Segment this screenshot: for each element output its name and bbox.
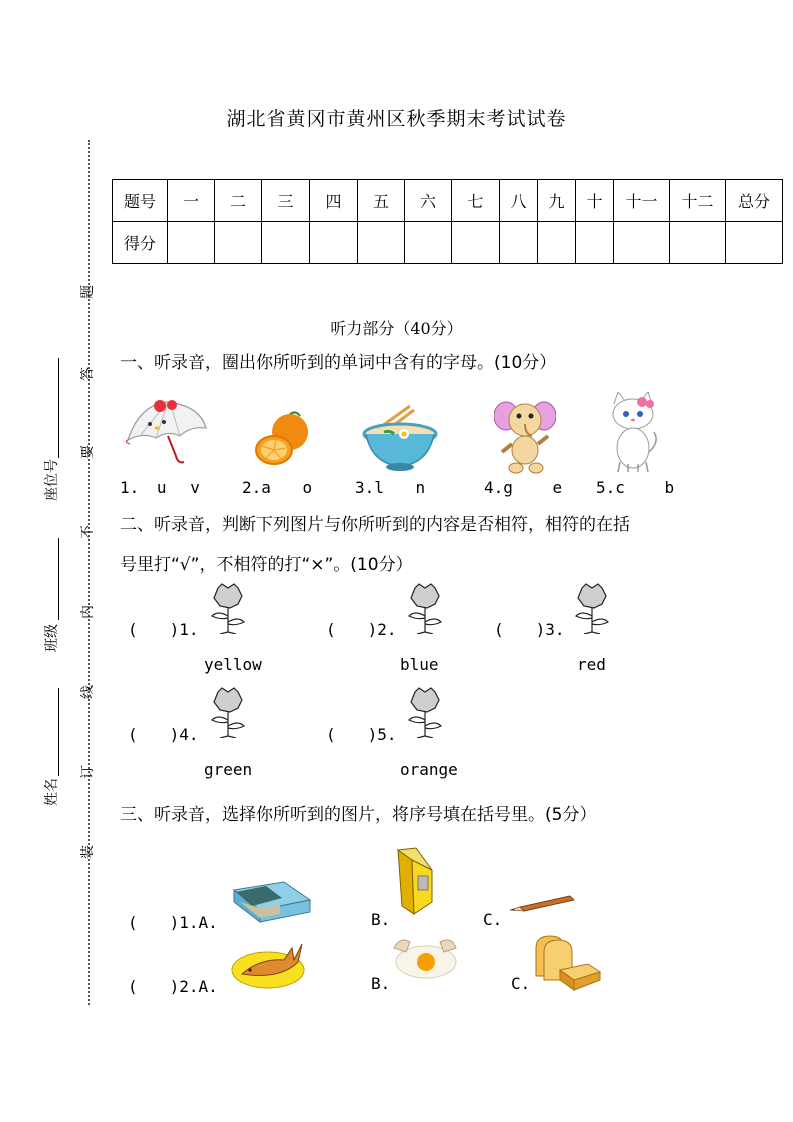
answer-paren[interactable]: ( ) xyxy=(326,620,378,639)
q3-row-1 xyxy=(128,910,218,933)
table-cell: 题号 xyxy=(113,180,168,222)
table-cell: 九 xyxy=(538,180,576,222)
q2-item-number: 2. xyxy=(377,620,397,639)
q2-item-number: 3. xyxy=(545,620,565,639)
answer-paren[interactable]: ( ) xyxy=(128,725,180,744)
class-label: 班级 xyxy=(44,624,60,652)
q1-item-number: 3. xyxy=(355,478,375,497)
q2-color-word: green xyxy=(204,760,253,779)
bread-icon xyxy=(530,932,602,994)
q1-item-number: 5. xyxy=(596,478,616,497)
answer-paren[interactable]: ( ) xyxy=(128,977,180,996)
q1-item-1 xyxy=(120,478,200,497)
margin-char-3: 要 xyxy=(80,445,96,459)
table-cell: 二 xyxy=(215,180,262,222)
table-cell: 六 xyxy=(405,180,452,222)
seat-number-line xyxy=(58,358,59,458)
answer-paren[interactable]: ( ) xyxy=(128,620,180,639)
option-b-label[interactable]: B. xyxy=(371,974,391,993)
q2-color-word: red xyxy=(577,655,606,674)
q1-option-a[interactable]: a xyxy=(261,478,271,497)
score-input-cell[interactable] xyxy=(168,222,215,264)
score-input-cell[interactable] xyxy=(358,222,405,264)
q3-item-number: 1. xyxy=(179,913,199,932)
score-table-score-row xyxy=(113,222,783,264)
page-title: 湖北省黄冈市黄州区秋季期末考试试卷 xyxy=(226,108,567,130)
answer-paren[interactable]: ( ) xyxy=(128,913,180,932)
class-line xyxy=(58,538,59,620)
answer-paren[interactable]: ( ) xyxy=(494,620,546,639)
elephant-icon xyxy=(494,396,556,476)
q2-item-1 xyxy=(128,617,199,640)
q1-option-b[interactable]: n xyxy=(415,478,426,497)
score-input-cell[interactable] xyxy=(500,222,538,264)
pencil-icon xyxy=(508,894,578,912)
flower-icon xyxy=(403,582,447,634)
q2-item-4 xyxy=(128,722,199,745)
q3-item-number: 2. xyxy=(179,977,199,996)
name-line xyxy=(58,688,59,776)
q2-item-3 xyxy=(494,617,565,640)
margin-char-1: 题 xyxy=(80,285,96,299)
egg-icon xyxy=(390,934,460,984)
answer-paren[interactable]: ( ) xyxy=(326,725,378,744)
q1-heading: 一、听录音，圈出你所听到的单词中含有的字母。(10分） xyxy=(120,353,557,373)
q1-option-a[interactable]: c xyxy=(615,478,625,497)
q1-item-5 xyxy=(596,478,674,497)
score-input-cell[interactable] xyxy=(670,222,726,264)
name-label: 姓名 xyxy=(44,778,60,806)
margin-char-5: 内 xyxy=(80,605,96,619)
score-input-cell[interactable] xyxy=(538,222,576,264)
score-input-cell[interactable] xyxy=(310,222,358,264)
table-cell: 十 xyxy=(576,180,614,222)
q1-option-a[interactable]: u xyxy=(156,478,167,497)
q1-option-b[interactable]: e xyxy=(552,478,563,497)
flower-icon xyxy=(206,582,250,634)
table-cell: 十一 xyxy=(614,180,670,222)
table-cell: 十二 xyxy=(670,180,726,222)
q1-item-2 xyxy=(242,478,312,497)
q1-option-b[interactable]: b xyxy=(664,478,675,497)
table-cell: 总分 xyxy=(726,180,783,222)
q2-item-5 xyxy=(326,722,397,745)
q1-option-a[interactable]: l xyxy=(374,478,384,497)
listening-section-title: 听力部分（40分） xyxy=(330,319,463,338)
q1-option-b[interactable]: o xyxy=(302,478,313,497)
margin-char-4: 不 xyxy=(80,525,96,539)
score-input-cell[interactable] xyxy=(262,222,310,264)
score-input-cell[interactable] xyxy=(576,222,614,264)
q2-item-2 xyxy=(326,617,397,640)
q1-item-4 xyxy=(484,478,562,497)
q1-item-3 xyxy=(355,478,425,497)
q2-item-number: 1. xyxy=(179,620,199,639)
q1-item-number: 2. xyxy=(242,478,262,497)
score-input-cell[interactable] xyxy=(405,222,452,264)
q3-row-2 xyxy=(128,974,218,997)
seat-number-label: 座位号 xyxy=(44,459,60,501)
margin-char-6: 线 xyxy=(80,685,96,699)
cat-icon xyxy=(604,392,662,474)
flower-icon xyxy=(570,582,614,634)
margin-char-8: 装 xyxy=(80,845,96,859)
q1-option-b[interactable]: v xyxy=(190,478,200,497)
fish-icon xyxy=(230,936,308,990)
noodles-icon xyxy=(362,404,442,472)
table-cell: 得分 xyxy=(113,222,168,264)
kitty-umbrella-icon xyxy=(120,396,210,470)
q1-option-a[interactable]: g xyxy=(503,478,513,497)
score-input-cell[interactable] xyxy=(726,222,783,264)
orange-icon xyxy=(254,410,312,466)
q2-color-word: yellow xyxy=(204,655,262,674)
score-input-cell[interactable] xyxy=(215,222,262,264)
q1-item-number: 1. xyxy=(120,478,140,497)
option-b-label[interactable]: B. xyxy=(371,910,391,929)
table-cell: 一 xyxy=(168,180,215,222)
q2-heading-line1: 二、听录音，判断下列图片与你所听到的内容是否相符，相符的在括 xyxy=(120,515,630,535)
q2-color-word: blue xyxy=(400,655,439,674)
table-cell: 七 xyxy=(452,180,500,222)
q3-heading: 三、听录音，选择你所听到的图片，将序号填在括号里。(5分） xyxy=(120,805,597,825)
margin-char-7: 订 xyxy=(80,765,96,779)
score-input-cell[interactable] xyxy=(452,222,500,264)
binding-dotted-line xyxy=(88,140,90,1005)
q1-item-number: 4. xyxy=(484,478,504,497)
option-a-label: A. xyxy=(198,913,218,932)
flower-icon xyxy=(403,686,447,738)
eraser-icon xyxy=(230,880,314,924)
score-table xyxy=(112,179,783,264)
score-input-cell[interactable] xyxy=(614,222,670,264)
table-cell: 四 xyxy=(310,180,358,222)
flower-icon xyxy=(206,686,250,738)
q2-item-number: 4. xyxy=(179,725,199,744)
option-c-label[interactable]: C. xyxy=(483,910,503,929)
table-cell: 三 xyxy=(262,180,310,222)
q2-heading-line2: 号里打“√”，不相符的打“×”。(10分） xyxy=(120,555,413,575)
pencil-sharpener-icon xyxy=(392,846,440,918)
q2-color-word: orange xyxy=(400,760,458,779)
option-a-label: A. xyxy=(198,977,218,996)
table-cell: 五 xyxy=(358,180,405,222)
option-c-label[interactable]: C. xyxy=(511,974,531,993)
table-cell: 八 xyxy=(500,180,538,222)
margin-char-2: 答 xyxy=(80,367,96,381)
score-table-header-row xyxy=(113,180,783,222)
q2-item-number: 5. xyxy=(377,725,397,744)
